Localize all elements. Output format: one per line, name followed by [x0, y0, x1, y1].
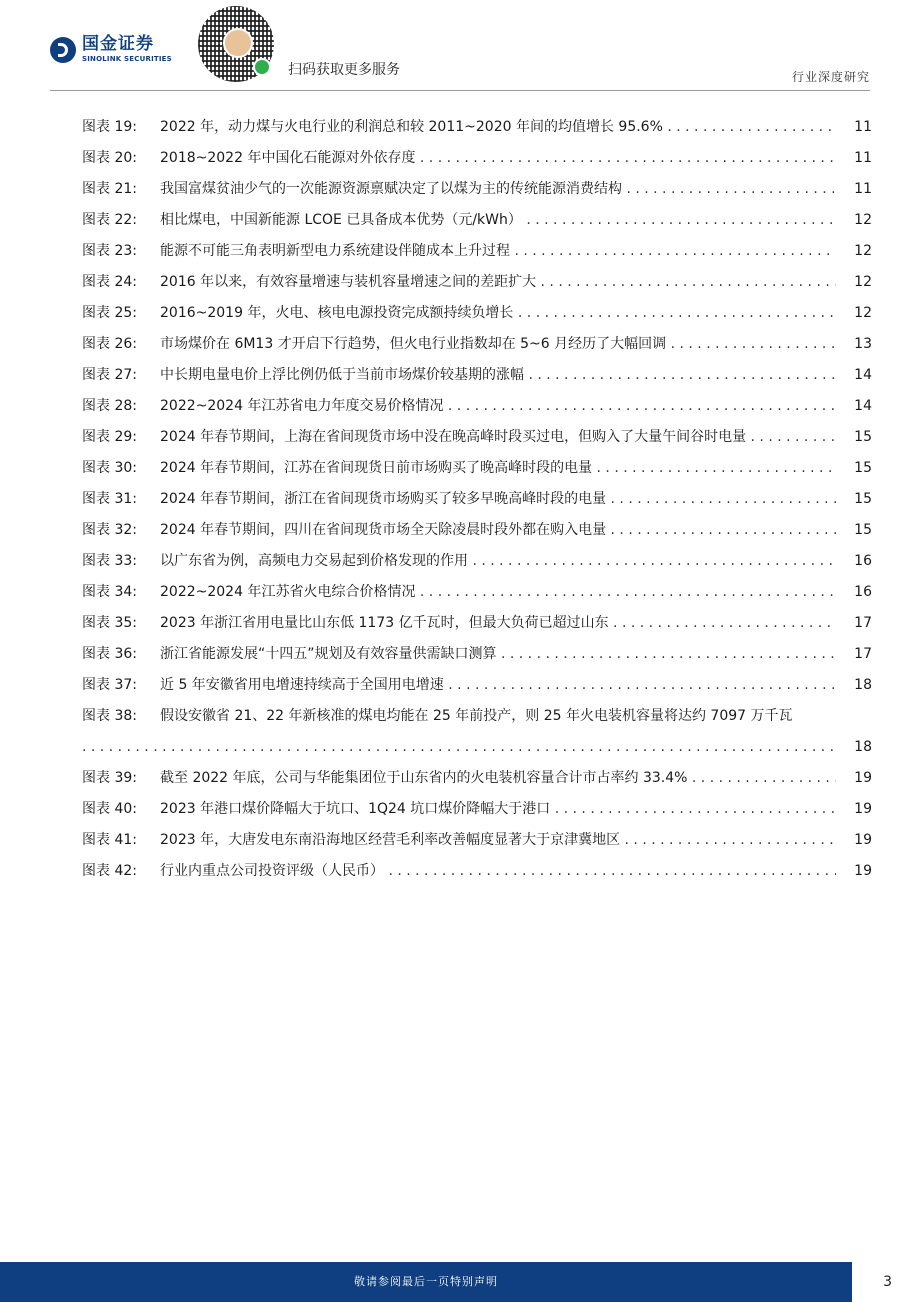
toc-entry-label: 图表 33: — [82, 553, 137, 569]
toc-entry[interactable] — [82, 174, 872, 205]
toc-entry-title: 2023 年，大唐发电东南沿海地区经营毛利率改善幅度显著大于京津冀地区 . . . — [160, 825, 836, 856]
toc-entry[interactable] — [82, 112, 872, 143]
toc-entry-title: 行业内重点公司投资评级（人民币） . . . — [160, 856, 836, 887]
toc-entry-page: 19 — [854, 770, 872, 786]
toc-entry-label: 图表 28: — [82, 398, 137, 414]
toc-entry-label: 图表 22: — [82, 212, 137, 228]
toc-entry-page: 17 — [854, 615, 872, 631]
toc-entry-label: 图表 19: — [82, 119, 137, 135]
toc-entry-page: 14 — [854, 367, 872, 383]
toc-entry-page: 18 — [854, 739, 872, 755]
toc-entry-label: 图表 36: — [82, 646, 137, 662]
toc-entry-title: 2023 年港口煤价降幅大于坑口、1Q24 坑口煤价降幅大于港口 . . . — [160, 794, 836, 825]
toc-entry-title: 假设安徽省 21、22 年新核准的煤电均能在 25 年前投产，则 25 年火电装机容量将达约 7097 万千瓦 — [160, 708, 793, 724]
toc-entry-title: 2016 年以来，有效容量增速与装机容量增速之间的差距扩大 . . . — [160, 267, 836, 298]
qr-code-icon[interactable] — [198, 6, 274, 82]
logo-cn-text: 国金证券 — [82, 34, 154, 54]
toc-entry-page: 15 — [854, 491, 872, 507]
toc-entry[interactable] — [82, 484, 872, 515]
company-logo — [50, 36, 172, 63]
report-type: 行业深度研究 — [791, 70, 870, 84]
toc-entry-label: 图表 21: — [82, 181, 137, 197]
toc-entry-label: 图表 20: — [82, 150, 137, 166]
toc-entry-page: 19 — [854, 832, 872, 848]
toc-entry-label: 图表 24: — [82, 274, 137, 290]
toc-entry-title: 相比煤电，中国新能源 LCOE 已具备成本优势（元/kWh） . . . — [160, 205, 836, 236]
toc-entry-page: 15 — [854, 429, 872, 445]
toc-entry-label: 图表 25: — [82, 305, 137, 321]
page-number: 3 — [883, 1274, 892, 1290]
scan-prompt: 扫码获取更多服务 — [288, 62, 400, 78]
toc-entry-title: 市场煤价在 6M13 才开启下行趋势，但火电行业指数却在 5~6 月经历了大幅回调 . . . — [160, 329, 836, 360]
toc-entry[interactable] — [82, 577, 872, 608]
toc-entry[interactable] — [82, 143, 872, 174]
toc-entry-page: 15 — [854, 522, 872, 538]
toc-entry-label: 图表 40: — [82, 801, 137, 817]
qr-center-logo-icon — [223, 28, 253, 58]
toc-entry-page: 12 — [854, 212, 872, 228]
toc-leader-dots — [82, 732, 836, 763]
toc-entry-title: 2016~2019 年，火电、核电电源投资完成额持续负增长 . . . — [160, 298, 836, 329]
footer-disclaimer: 敬请参阅最后一页特别声明 — [354, 1275, 498, 1288]
toc-entry[interactable] — [82, 701, 872, 763]
toc-entry-label: 图表 29: — [82, 429, 137, 445]
toc-entry[interactable] — [82, 453, 872, 484]
page-footer — [0, 1262, 920, 1302]
toc-entry-page: 17 — [854, 646, 872, 662]
toc-entry-page: 16 — [854, 553, 872, 569]
toc-entry[interactable] — [82, 825, 872, 856]
toc-entry-page: 11 — [854, 181, 872, 197]
toc-entry-title: 近 5 年安徽省用电增速持续高于全国用电增速 . . . — [160, 670, 836, 701]
toc-entry[interactable] — [82, 763, 872, 794]
toc-entry[interactable] — [82, 670, 872, 701]
toc-entry-label: 图表 37: — [82, 677, 137, 693]
toc-entry-title: 能源不可能三角表明新型电力系统建设伴随成本上升过程 . . . — [160, 236, 836, 267]
toc-entry-title: 2024 年春节期间，四川在省间现货市场全天除凌晨时段外都在购入电量 . . . — [160, 515, 836, 546]
toc-entry-title: 2024 年春节期间，上海在省间现货市场中没在晚高峰时段买过电，但购入了大量午间谷时电量 . . . — [160, 422, 836, 453]
toc-entry[interactable] — [82, 608, 872, 639]
toc-entry-page: 12 — [854, 305, 872, 321]
toc-entry[interactable] — [82, 794, 872, 825]
toc-entry-title: 2022~2024 年江苏省火电综合价格情况 . . . — [160, 577, 836, 608]
toc-entry-label: 图表 42: — [82, 863, 137, 879]
toc-entry-label: 图表 39: — [82, 770, 137, 786]
toc-entry-page: 19 — [854, 801, 872, 817]
toc-entry-title: 2018~2022 年中国化石能源对外依存度 . . . — [160, 143, 836, 174]
toc-entry-page: 11 — [854, 119, 872, 135]
toc-entry-page: 12 — [854, 243, 872, 259]
toc-entry-title: 2022~2024 年江苏省电力年度交易价格情况 . . . — [160, 391, 836, 422]
toc-entry-page: 18 — [854, 677, 872, 693]
toc-entry-page: 13 — [854, 336, 872, 352]
toc-entry-title: 以广东省为例，高频电力交易起到价格发现的作用 . . . — [160, 546, 836, 577]
toc-entry-title: 2023 年浙江省用电量比山东低 1173 亿千瓦时，但最大负荷已超过山东 . . . — [160, 608, 836, 639]
toc-entry-label: 图表 27: — [82, 367, 137, 383]
toc-entry-label: 图表 38: — [82, 708, 137, 724]
toc-entry[interactable] — [82, 391, 872, 422]
toc-entry-page: 14 — [854, 398, 872, 414]
toc-entry[interactable] — [82, 205, 872, 236]
toc-entry-title: 浙江省能源发展“十四五”规划及有效容量供需缺口测算 . . . — [160, 639, 836, 670]
toc-entry[interactable] — [82, 298, 872, 329]
toc-entry[interactable] — [82, 515, 872, 546]
toc-entry[interactable] — [82, 639, 872, 670]
toc-entry-label: 图表 41: — [82, 832, 137, 848]
toc-entry-title: 2022 年，动力煤与火电行业的利润总和较 2011~2020 年间的均值增长 95.6% . . . — [160, 112, 836, 143]
toc-entry[interactable] — [82, 267, 872, 298]
toc-entry-page: 11 — [854, 150, 872, 166]
table-of-figures — [82, 112, 872, 887]
toc-entry-label: 图表 35: — [82, 615, 137, 631]
header-divider — [50, 90, 870, 91]
toc-entry[interactable] — [82, 360, 872, 391]
toc-entry-title: 截至 2022 年底，公司与华能集团位于山东省内的火电装机容量合计市占率约 33.4% . . . — [160, 763, 836, 794]
toc-entry-label: 图表 31: — [82, 491, 137, 507]
toc-entry-title: 2024 年春节期间，江苏在省间现货日前市场购买了晚高峰时段的电量 . . . — [160, 453, 836, 484]
toc-entry-page: 19 — [854, 863, 872, 879]
logo-mark-icon — [50, 37, 76, 63]
page-header — [0, 0, 920, 92]
toc-entry[interactable] — [82, 422, 872, 453]
toc-entry-label: 图表 23: — [82, 243, 137, 259]
toc-entry[interactable] — [82, 236, 872, 267]
toc-entry-label: 图表 26: — [82, 336, 137, 352]
toc-entry-label: 图表 34: — [82, 584, 137, 600]
toc-entry[interactable] — [82, 856, 872, 887]
toc-entry[interactable] — [82, 329, 872, 360]
toc-entry-page: 16 — [854, 584, 872, 600]
toc-entry-page: 15 — [854, 460, 872, 476]
toc-entry-page: 12 — [854, 274, 872, 290]
logo-en-text: SINOLINK SECURITIES — [82, 55, 172, 63]
toc-entry-title: 中长期电量电价上浮比例仍低于当前市场煤价较基期的涨幅 . . . — [160, 360, 836, 391]
toc-entry-title: 我国富煤贫油少气的一次能源资源禀赋决定了以煤为主的传统能源消费结构 . . . — [160, 174, 836, 205]
toc-entry-label: 图表 32: — [82, 522, 137, 538]
mini-program-badge-icon — [253, 58, 271, 76]
toc-entry-title: 2024 年春节期间，浙江在省间现货市场购买了较多早晚高峰时段的电量 . . . — [160, 484, 836, 515]
toc-entry[interactable] — [82, 546, 872, 577]
toc-entry-label: 图表 30: — [82, 460, 137, 476]
